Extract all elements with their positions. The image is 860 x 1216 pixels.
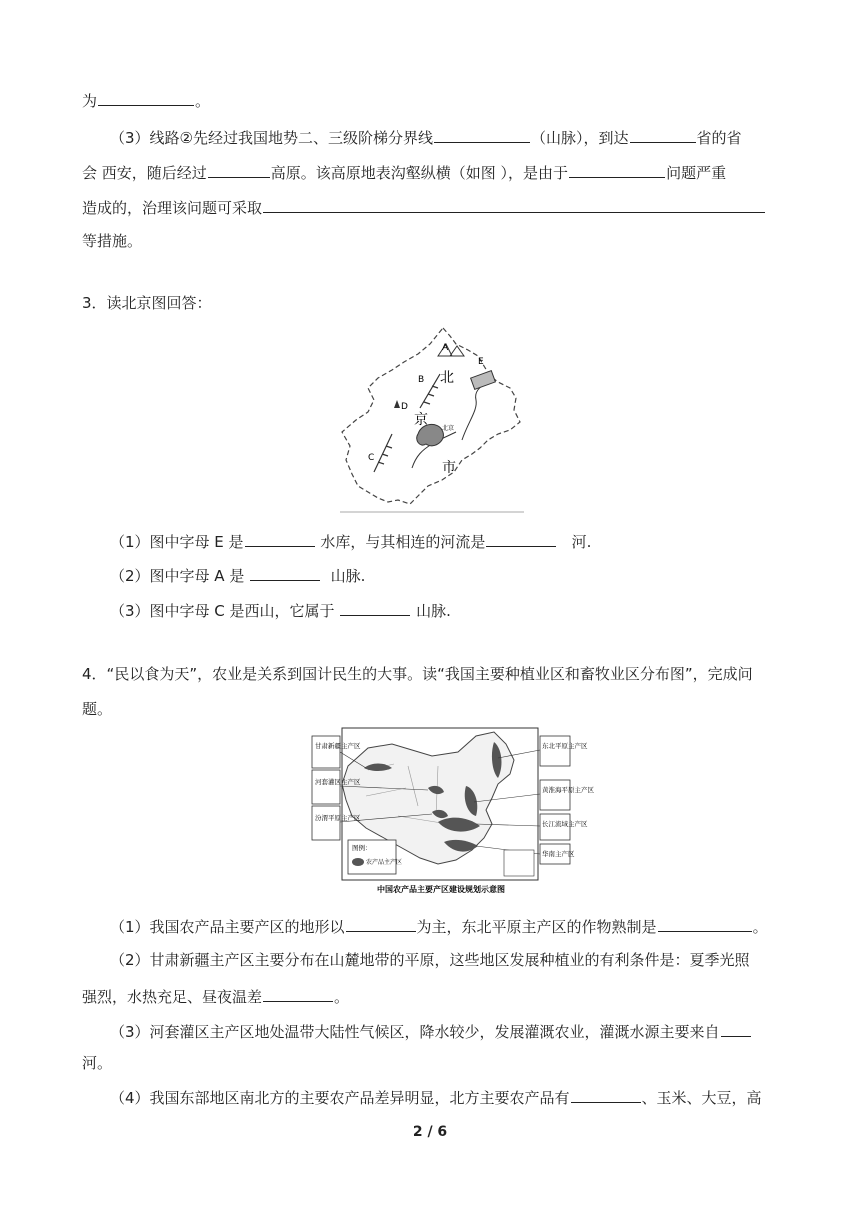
text: 水库，与其相连的河流是 — [315, 533, 486, 551]
box-northeast: 东北平原主产区 — [542, 742, 588, 750]
label-a: A — [442, 343, 449, 353]
label-e: E — [478, 357, 484, 367]
legend-title: 图例： — [352, 844, 372, 852]
text: 省的省 — [696, 129, 742, 147]
text: （3）图中字母 C 是西山，它属于 — [110, 602, 335, 620]
label-city: 北京 — [442, 425, 455, 432]
answer-blank[interactable] — [434, 126, 530, 143]
text: （1）图中字母 E 是 — [110, 533, 244, 551]
legend-label: 农产品主产区 — [366, 859, 403, 866]
beijing-map — [338, 322, 528, 514]
south-china-sea-inset — [504, 850, 534, 876]
box-yangtze: 长江流域主产区 — [542, 820, 588, 828]
legend-swatch — [352, 858, 364, 866]
box-south-china: 华南主产区 — [542, 850, 575, 858]
page-number: 2 / 6 — [412, 1124, 448, 1140]
label-d: D — [401, 402, 408, 412]
text: （3）河套灌区主产区地处温带大陆性气候区，降水较少，发展灌溉农业，灌溉水源主要来自 — [110, 1023, 720, 1041]
text: 造成的，治理该问题可采取 — [82, 199, 263, 217]
peak-icon — [394, 400, 400, 408]
text: （3）线路②先经过我国地势二、三级阶梯分界线 — [110, 129, 433, 147]
q4-sub-3-line-2: 河。 — [82, 1054, 113, 1072]
q3-sub-1 — [110, 530, 591, 552]
q3-sub-3 — [110, 599, 451, 621]
q4-sub-3-line-1 — [110, 1020, 752, 1042]
right-label-boxes — [540, 736, 595, 864]
q2-line-3 — [82, 161, 726, 183]
text: （1）我国农产品主要产区的地形以 — [110, 918, 345, 936]
text: 会 西安，随后经过 — [82, 164, 207, 182]
q4-sub-2-line-1: （2）甘肃新疆主产区主要分布在山麓地带的平原，这些地区发展种植业的有利条件是：夏季光照 — [110, 951, 750, 969]
answer-blank[interactable] — [346, 915, 416, 932]
q2-line-2 — [110, 126, 742, 148]
answer-blank[interactable] — [208, 161, 270, 178]
answer-blank[interactable] — [263, 196, 765, 213]
text: （4）我国东部地区南北方的主要农产品差异明显，北方主要农产品有 — [110, 1089, 570, 1107]
answer-blank[interactable] — [250, 564, 320, 581]
answer-blank[interactable] — [721, 1020, 751, 1037]
q4-sub-4 — [110, 1086, 762, 1108]
text: 为主，东北平原主产区的作物熟制是 — [416, 918, 657, 936]
text: 高原。该高原地表沟壑纵横（如图 ），是由于 — [270, 164, 569, 182]
mountain-range-c — [374, 434, 392, 472]
text: 等措施。 — [82, 232, 143, 250]
answer-blank[interactable] — [98, 89, 194, 106]
text: 。 — [334, 988, 350, 1006]
text: （2）图中字母 A 是 — [110, 567, 245, 585]
answer-blank[interactable] — [569, 161, 665, 178]
label-c: C — [368, 453, 375, 463]
text: 强烈，水热充足、昼夜温差 — [82, 988, 263, 1006]
answer-blank[interactable] — [245, 530, 315, 547]
answer-blank[interactable] — [340, 599, 410, 616]
q4-sub-1 — [110, 915, 768, 937]
boundary — [342, 328, 520, 504]
label-b: B — [418, 375, 425, 385]
text: 为 — [82, 92, 98, 110]
reservoir-e — [471, 371, 496, 390]
label-shi: 市 — [442, 460, 456, 476]
answer-blank[interactable] — [263, 985, 333, 1002]
q2-line-4 — [82, 196, 766, 218]
text: 问题严重 — [666, 164, 727, 182]
text: 山脉. — [416, 602, 451, 620]
label-bei: 北 — [440, 370, 454, 386]
box-hetao: 河套灌区主产区 — [315, 778, 361, 786]
text: 。 — [752, 918, 768, 936]
q3-sub-2 — [110, 564, 365, 586]
box-huanghuaihai: 黄淮海平原主产区 — [542, 786, 594, 794]
text: 河. — [571, 533, 592, 551]
label-jing: 京 — [414, 412, 428, 428]
text: 。 — [195, 92, 211, 110]
text: （山脉），到达 — [531, 129, 629, 147]
answer-blank[interactable] — [571, 1086, 641, 1103]
text: 山脉. — [330, 567, 366, 585]
q2-line-5 — [82, 231, 142, 251]
q4-title-line-1: 4．“民以食为天”，农业是关系到国计民生的大事。读“我国主要种植业区和畜牧业区分布图”，完成问 — [82, 665, 753, 683]
agriculture-map — [308, 726, 594, 896]
q4-sub-2-line-2 — [82, 985, 349, 1007]
answer-blank[interactable] — [658, 915, 752, 932]
river — [462, 384, 486, 440]
answer-blank[interactable] — [486, 530, 556, 547]
box-fenwei: 汾渭平原主产区 — [315, 814, 361, 822]
q4-title-line-2: 题。 — [82, 700, 113, 718]
q2-line-1 — [82, 89, 210, 111]
map-caption: 中国农产品主要产区建设规划示意图 — [377, 885, 505, 894]
q3-title: 3．读北京图回答： — [82, 294, 212, 312]
answer-blank[interactable] — [630, 126, 696, 143]
box-gansu-xinjiang: 甘肃新疆主产区 — [315, 742, 361, 750]
text: 、玉米、大豆，高 — [641, 1089, 762, 1107]
